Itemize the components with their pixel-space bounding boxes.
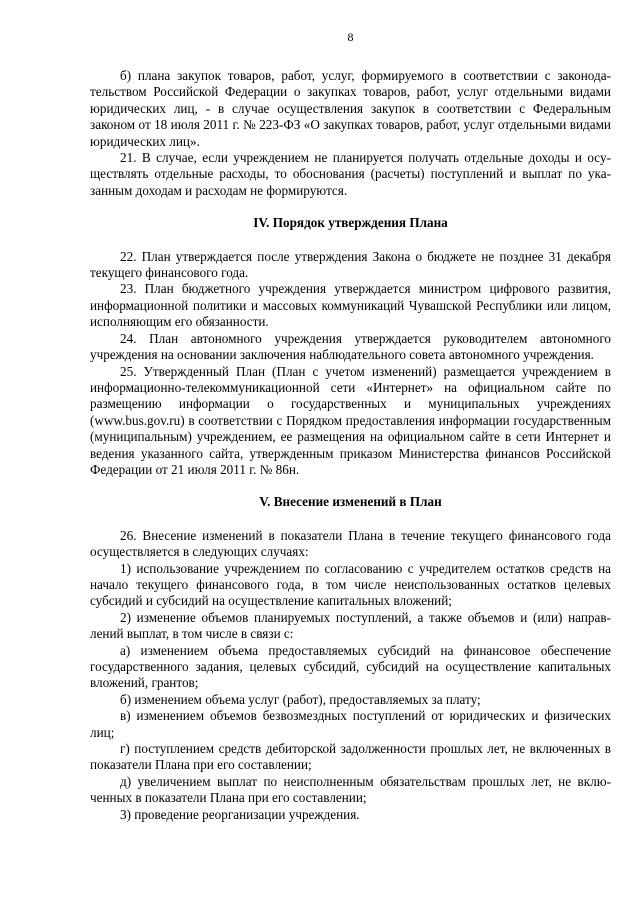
paragraph-24: 24. План автономного учреждения утверждается руководителем автономного учреждения на основании заключения наблюдательного совета автономного учреждения. (90, 330, 611, 363)
spacer (90, 232, 611, 249)
paragraph-26: 26. Внесение изменений в показатели Плана в течение текущего финансового года осуществляется в следующих случаях: (90, 527, 611, 560)
list-item-2v: в) изменением объемов безвозмездных поступлений от юридических и физических лиц; (90, 708, 611, 740)
list-item-2g: г) поступлением средств дебиторской задолженности прошлых лет, не включенных в показатели Плана при его составлении; (90, 741, 611, 773)
list-item-1: 1) использование учреждением по согласованию с учредителем остатков средств на начало текущего финансового года, в том числе неиспользованных остатков целевых субсидий и субсидий на осуществление капитальных вложений; (90, 560, 611, 609)
paragraph-22: 22. План утверждается после утверждения Закона о бюджете не позднее 31 декабря текущего финансового года. (90, 248, 611, 281)
spacer (90, 199, 611, 215)
list-item-2b: б) изменением объема услуг (работ), предоставляемых за плату; (120, 691, 481, 707)
list-item-2d: д) увеличением выплат по неисполненным обязательствам прошлых лет, не включенных в показатели Плана при его составлении; (90, 773, 611, 806)
paragraph-20b: б) плана закупок товаров, работ, услуг, формируемого в соответствии с законодательством Российской Федерации о закупках товаров, работ, услуг отдельными видами юридических лиц, - в случае осуществления закупок в соответствии с Федеральным законом от 18 июля 2011 г. № 223-ФЗ «О закупках товаров, работ, услуг отдельными видами юридических лиц». (90, 68, 611, 149)
paragraph-25: 25. Утвержденный План (План с учетом изменений) размещается учреждением в информационно-телекоммуникационной сети «Интернет» на официальном сайте по размещению информации о государственных и муниципальных учреждениях (www.bus.gov.ru) в соответствии с Порядком предоставления информации государственным (муниципальным) учреждением, ее размещения на официальном сайте в сети Интернет и ведения указанного сайта, утвержденным приказом Министерства финансов Российской Федерации от 21 июля 2011 г. № 86н. (90, 363, 611, 477)
page-number: 8 (347, 30, 354, 44)
list-item-2: 2) изменение объемов планируемых поступлений, а также объемов и (или) направлений выплат, в том числе в связи с: (90, 609, 611, 642)
section-5-heading: V. Внесение изменений в План (259, 494, 442, 510)
list-item-3: 3) проведение реорганизации учреждения. (120, 806, 360, 822)
paragraph-21: 21. В случае, если учреждением не планируется получать отдельные доходы и осуществлять отдельные расходы, то обоснования (расчеты) поступлений и выплат по указанным доходам и расходам не формируются. (90, 150, 611, 198)
section-4-heading: IV. Порядок утверждения Плана (253, 215, 448, 231)
paragraph-23: 23. План бюджетного учреждения утверждается министром цифрового развития, информационной политики и массовых коммуникаций Чувашской Республики или лицом, исполняющим его обязанности. (90, 281, 611, 330)
spacer (90, 478, 611, 494)
list-item-2a: а) изменением объема предоставляемых субсидий на финансовое обеспечение государственного задания, целевых субсидий, субсидий на осуществление капитальных вложений, грантов; (90, 642, 611, 691)
document-page (90, 30, 611, 823)
spacer (90, 511, 611, 528)
